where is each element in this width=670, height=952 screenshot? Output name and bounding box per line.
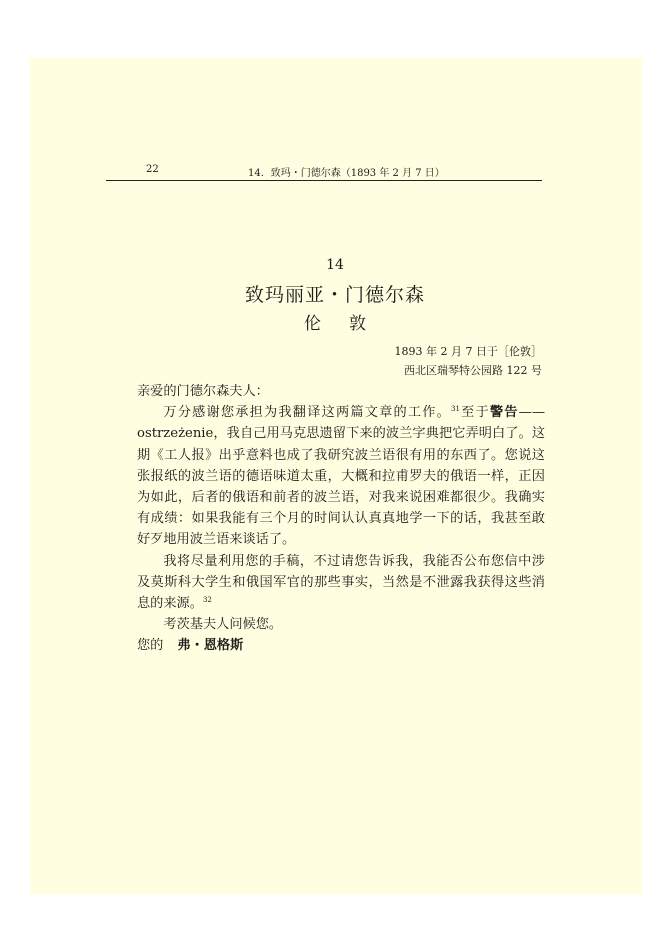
signature-block — [137, 635, 545, 656]
paragraph-1 — [137, 402, 545, 550]
running-header — [106, 162, 542, 181]
letter-title: 致玛丽亚・门德尔森 — [244, 284, 425, 306]
paragraph-1-text-c: —— ostrzeżenie，我自己用马克思遗留下来的波兰字典把它弄明白了。这期《工人报》出乎意料也成了我研究波兰语很有用的东西了。您说这张报纸的波兰语的德语味道太重，大概和拉甫罗夫的俄语一样，正因为如此，后者的俄语和前者的波兰语，对我来说困难都很少。我确实有成绩：如果我能有三个月的时间认认真真地学一下的话，我甚至敢好歹地用波兰语来谈话了。 — [137, 405, 546, 548]
dateline-date: 1893 年 2 月 7 日于［伦敦］ — [394, 345, 542, 358]
paragraph-1-bold-term: 警告 — [489, 405, 519, 421]
dateline-address: 西北区瑞琴特公园路 122 号 — [404, 364, 542, 377]
page-number: 22 — [146, 164, 159, 175]
letter-place: 伦敦 — [304, 314, 394, 334]
running-title: 14．致玛・门德尔森（1893 年 2 月 7 日） — [248, 168, 445, 179]
paragraph-1-text-b: 至于 — [459, 405, 490, 421]
paragraph-3: 考茨基夫人问候您。 — [163, 617, 283, 633]
salutation: 亲爱的门德尔森夫人： — [137, 384, 269, 399]
paragraph-1-text-a: 万分感谢您承担为我翻译这两篇文章的工作。 — [163, 405, 451, 421]
paragraph-2-text: 我将尽量利用您的手稿，不过请您告诉我，我能否公布您信中涉及莫斯科大学生和俄国军官的那些事实，当然是不泄露我获得这些消息的来源。 — [137, 553, 545, 612]
closing: 您的 — [137, 638, 164, 654]
letter-body — [137, 381, 545, 657]
letter-number: 14 — [326, 257, 344, 273]
paragraph-2 — [137, 551, 545, 615]
footnote-ref-31[interactable]: 31 — [451, 405, 460, 414]
footnote-ref-32[interactable]: 32 — [202, 596, 212, 605]
signature-name: 弗・恩格斯 — [177, 638, 244, 654]
